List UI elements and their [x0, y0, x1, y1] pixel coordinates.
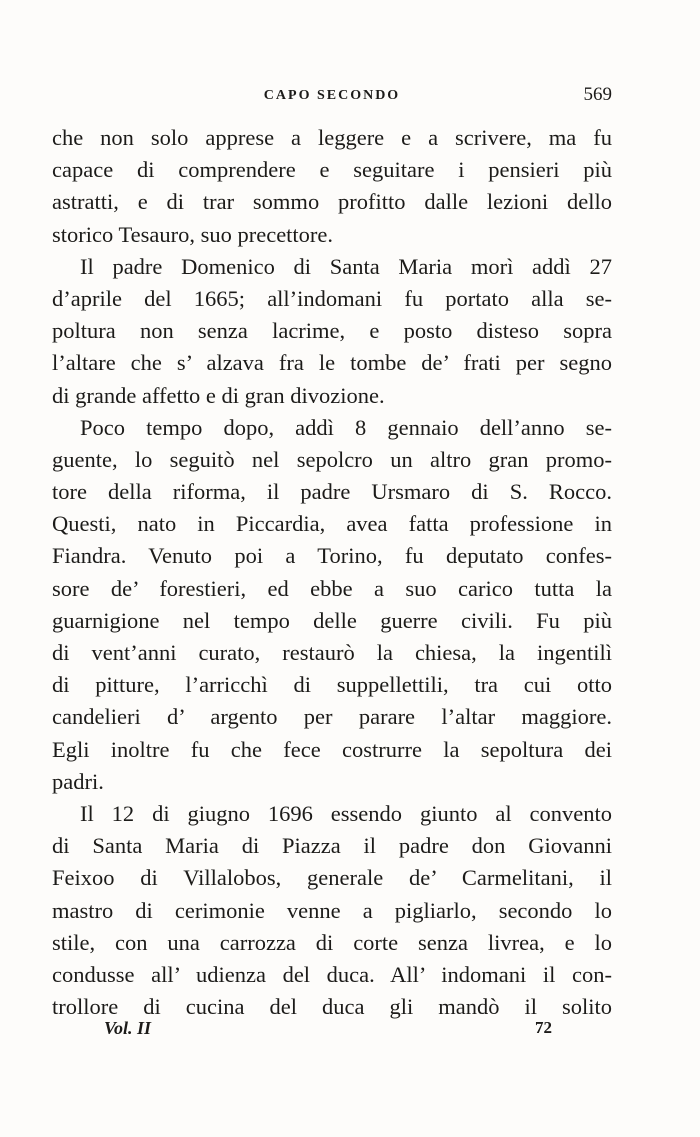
text-line: di vent’anni curato, restaurò la chiesa, la ingentilì: [52, 640, 612, 665]
text-line: candelieri d’ argento per parare l’altar maggiore.: [52, 704, 612, 730]
text-line: guarnigione nel tempo delle guerre civili. Fu più: [52, 607, 612, 633]
volume-signature: Vol. II: [104, 1018, 152, 1038]
text-line: Il 12 di giugno 1696 essendo giunto al convento: [80, 800, 612, 826]
page-footer: [52, 1018, 612, 1046]
text-line: di pitture, l’arricchì di suppellettili, tra cui otto: [52, 672, 612, 698]
text-line: che non solo apprese a leggere e a scrivere, ma fu: [52, 125, 612, 150]
text-line: astratti, e di trar sommo profitto dalle lezioni dello: [52, 189, 612, 215]
text-line: storico Tesauro, suo precettore.: [52, 221, 334, 247]
text-line: mastro di cerimonie venne a pigliarlo, secondo lo: [52, 897, 612, 923]
text-line: guente, lo seguitò nel sepolcro un altro gran promo-: [52, 446, 612, 472]
text-line: capace di comprendere e seguitare i pensieri più: [52, 157, 612, 183]
text-line: di Santa Maria di Piazza il padre don Giovanni: [52, 833, 612, 859]
text-line: condusse all’ udienza del duca. All’ indomani il con-: [52, 961, 612, 987]
text-line: d’aprile del 1665; all’indomani fu portato alla se-: [52, 285, 612, 311]
text-line: trollore di cucina del duca gli mandò il solito: [52, 994, 612, 1020]
page-number: 569: [583, 84, 612, 105]
body-text: [52, 122, 612, 1023]
text-line: padri.: [52, 768, 104, 794]
text-line: tore della riforma, il padre Ursmaro di S. Rocco.: [52, 479, 612, 505]
text-line: sore de’ forestieri, ed ebbe a suo carico tutta la: [52, 575, 612, 601]
text-line: l’altare che s’ alzava fra le tombe de’ frati per segno: [52, 350, 612, 376]
text-line: Fiandra. Venuto poi a Torino, fu deputato confes-: [52, 543, 612, 569]
text-line: stile, con una carrozza di corte senza livrea, e lo: [52, 929, 612, 955]
running-title: CAPO SECONDO: [263, 88, 401, 103]
text-line: Feixoo di Villalobos, generale de’ Carmelitani, il: [52, 865, 612, 891]
text-line: Poco tempo dopo, addì 8 gennaio dell’anno se-: [80, 414, 612, 440]
text-line: di grande affetto e di gran divozione.: [52, 382, 385, 408]
text-line: poltura non senza lacrime, e posto disteso sopra: [52, 318, 612, 344]
sheet-number: 72: [535, 1018, 552, 1037]
text-line: Il padre Domenico di Santa Maria morì addì 27: [80, 253, 612, 279]
text-line: Questi, nato in Piccardia, avea fatta professione in: [52, 511, 612, 537]
text-line: Egli inoltre fu che fece costrurre la sepoltura dei: [52, 736, 612, 762]
running-head: [52, 84, 612, 112]
